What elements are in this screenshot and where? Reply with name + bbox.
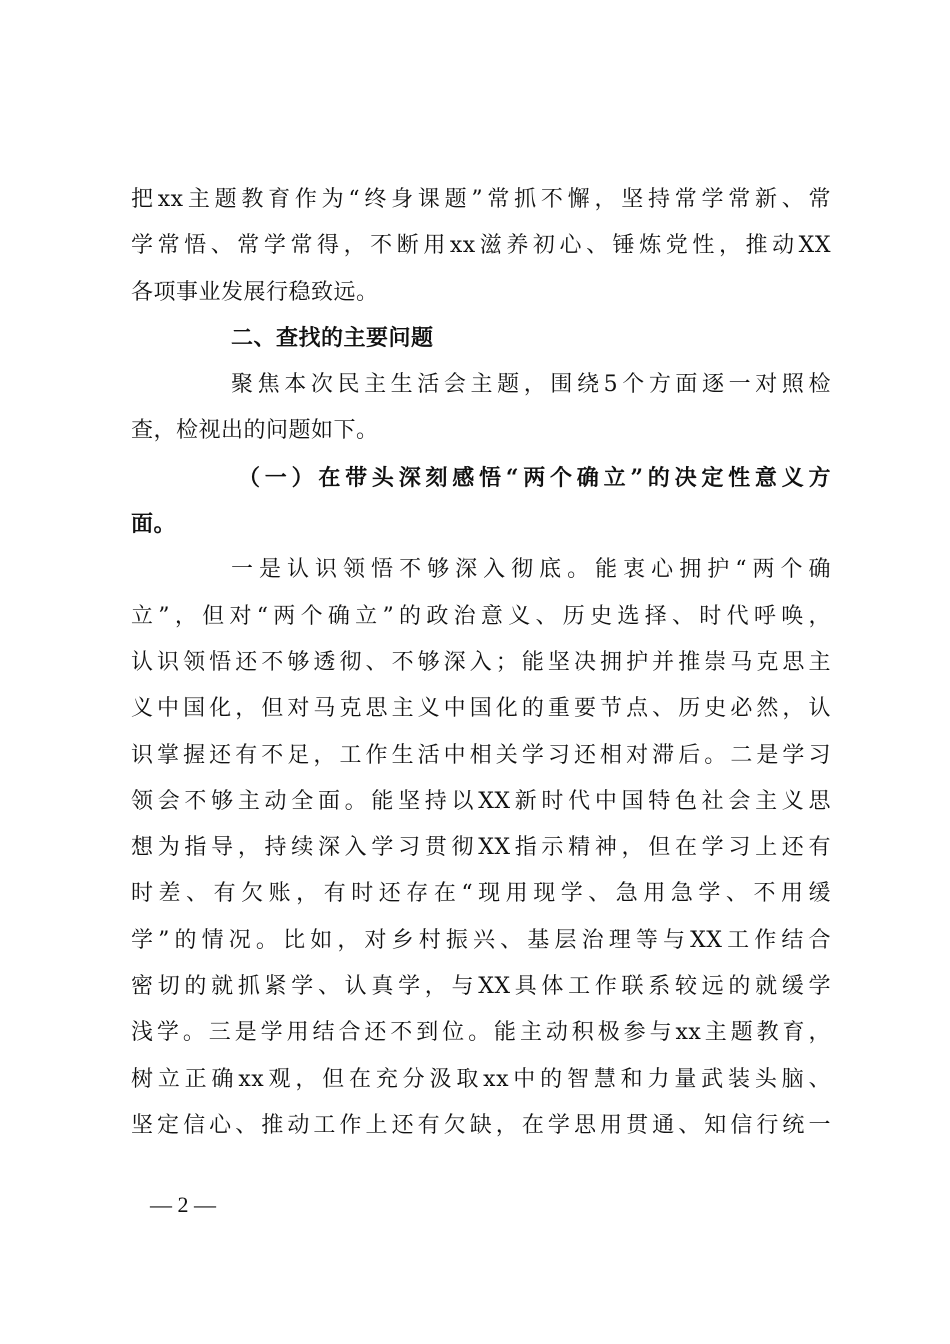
paragraph-3-line-8: 时差、有欠账，有时还存在“现用现学、急用急学、不用缓 bbox=[131, 881, 831, 907]
paragraph-2-line-2: 查，检视出的问题如下。 bbox=[131, 418, 379, 444]
paragraph-3-line-7: 想为指导，持续深入学习贯彻XX指示精神，但在学习上还有 bbox=[131, 835, 831, 861]
paragraph-1-line-2: 学常悟、常学常得，不断用xx滋养初心、锤炼党性，推动XX bbox=[131, 233, 831, 259]
paragraph-3-line-1: 一是认识领悟不够深入彻底。能衷心拥护“两个确 bbox=[231, 557, 831, 583]
paragraph-1-line-3: 各项事业发展行稳致远。 bbox=[131, 279, 379, 305]
paragraph-3-line-4: 义中国化，但对马克思主义中国化的重要节点、历史必然，认 bbox=[131, 696, 831, 722]
subheading-line-2: 面。 bbox=[131, 511, 177, 538]
paragraph-3-line-13: 坚定信心、推动工作上还有欠缺，在学思用贯通、知信行统一 bbox=[131, 1112, 831, 1138]
paragraph-3-line-11: 浅学。三是学用结合还不到位。能主动积极参与xx主题教育， bbox=[131, 1020, 831, 1046]
paragraph-2-line-1: 聚焦本次民主生活会主题，围绕5个方面逐一对照检 bbox=[231, 372, 831, 398]
section-heading: 二、查找的主要问题 bbox=[231, 325, 434, 351]
paragraph-3-line-10: 密切的就抓紧学、认真学，与XX具体工作联系较远的就缓学 bbox=[131, 974, 831, 1000]
paragraph-3-line-2: 立”，但对“两个确立”的政治意义、历史选择、时代呼唤， bbox=[131, 603, 831, 629]
paragraph-3-line-6: 领会不够主动全面。能坚持以XX新时代中国特色社会主义思 bbox=[131, 788, 831, 814]
subheading-line-1: （一）在带头深刻感悟“两个确立”的决定性意义方 bbox=[238, 464, 831, 491]
page-number: — 2 — bbox=[150, 1192, 216, 1217]
paragraph-3-line-5: 识掌握还有不足，工作生活中相关学习还相对滞后。二是学习 bbox=[131, 742, 831, 768]
paragraph-1-line-1: 把xx主题教育作为“终身课题”常抓不懈，坚持常学常新、常 bbox=[131, 187, 831, 212]
paragraph-3-line-12: 树立正确xx观，但在充分汲取xx中的智慧和力量武装头脑、 bbox=[131, 1066, 831, 1092]
paragraph-3-line-3: 认识领悟还不够透彻、不够深入；能坚决拥护并推崇马克思主 bbox=[131, 649, 831, 675]
paragraph-3-line-9: 学”的情况。比如，对乡村振兴、基层治理等与XX工作结合 bbox=[131, 927, 831, 953]
document-body bbox=[131, 177, 831, 1149]
